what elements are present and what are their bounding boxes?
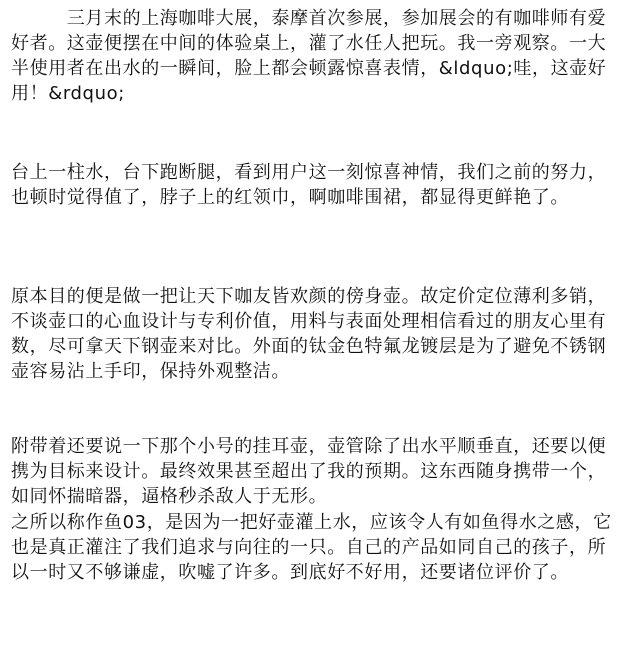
paragraph-product-purpose: 原本目的便是做一把让天下咖友皆欢颜的傍身壶。故定价定位薄利多销，不谈壶口的心血设计与专利价值，用料与表面处理相信看过的朋友心里有数，尽可拿天下钢壶来对比。外面的钛金色特氟龙镀层是为了避免不锈钢壶容易沾上手印，保持外观整洁。 — [11, 286, 607, 382]
paragraph-expo-intro: 三月末的上海咖啡大展，泰摩首次参展，参加展会的有咖啡师有爱好者。这壶便摆在中间的体验桌上，灌了水任人把玩。我一旁观察。一大半使用者在出水的一瞬间，脸上都会顿露惊喜表情，&ldquo;哇，这壶好用！&rdquo; — [11, 8, 607, 104]
paragraph-team-effort: 台上一柱水，台下跑断腿，看到用户这一刻惊喜神情，我们之前的努力，也顿时觉得值了，脖子上的红领巾，啊咖啡围裙，都显得更鲜艳了。 — [11, 162, 607, 208]
paragraph-small-kettle: 附带着还要说一下那个小号的挂耳壶，壶管除了出水平顺垂直，还要以便携为目标来设计。最终效果甚至超出了我的预期。这东西随身携带一个，如同怀揣暗器，逼格秒杀敌人于无形。 — [11, 436, 607, 507]
paragraph-name-origin: 之所以称作鱼03，是因为一把好壶灌上水，应该令人有如鱼得水之感，它也是真正灌注了我们追求与向往的一只。自己的产品如同自己的孩子，所以一时又不够谦虚，吹嘘了许多。到底好不好用，还要诸位评价了。 — [11, 512, 612, 583]
